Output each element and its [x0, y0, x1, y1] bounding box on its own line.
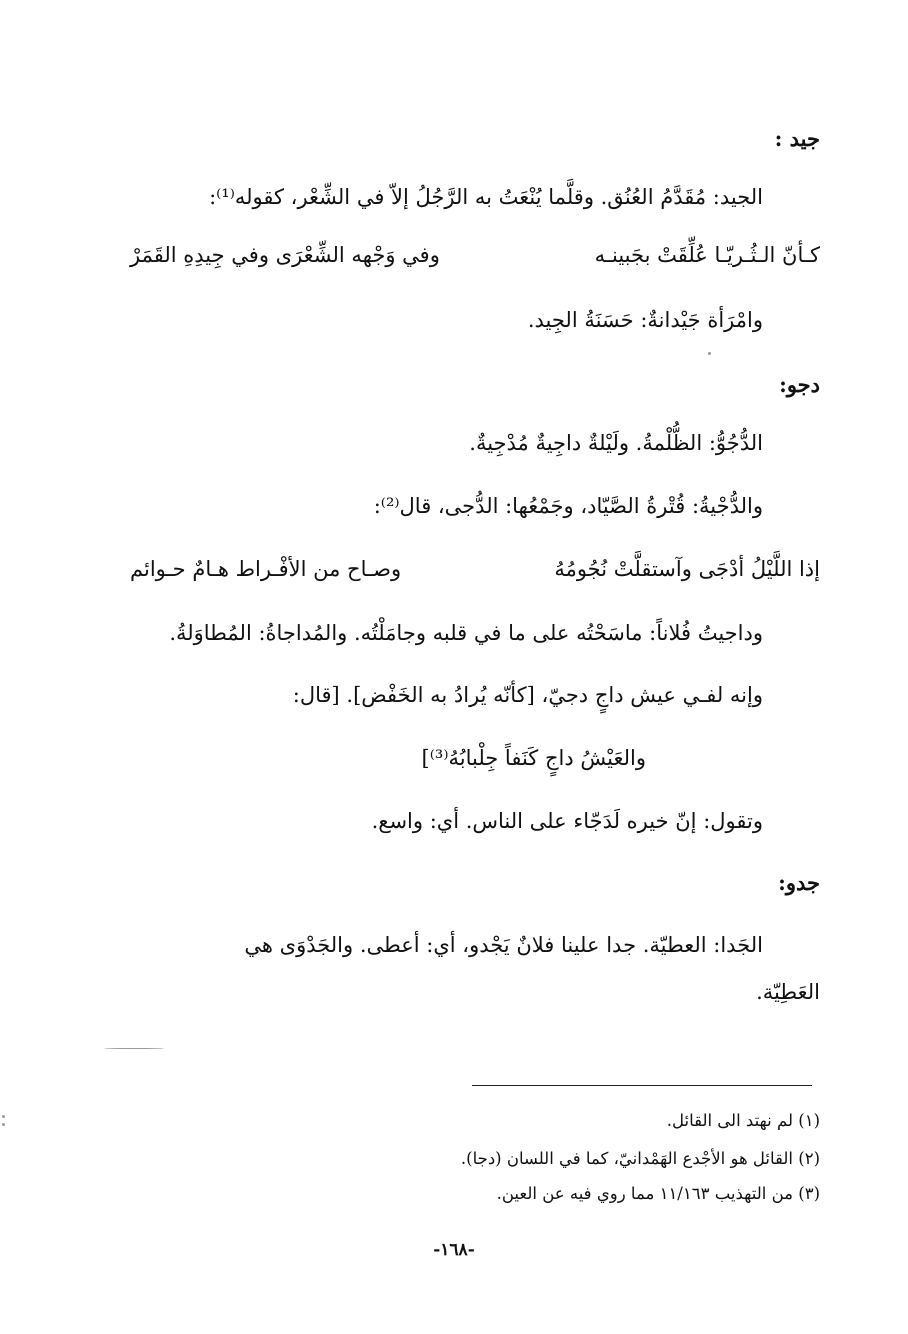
- verse-hemistich-second: وصـاح من الأفْـراط هـامٌ حـوائم: [130, 557, 402, 581]
- definition-line: الجيد: مُقَدَّمُ العُنُق. وقلَّما يُنْعَتُ به الرَّجُلُ إلاّ في الشِّعْر، كقوله⁽¹⁾:: [209, 185, 763, 209]
- footnote-1: (١) لم نهتد الى القائل.: [666, 1111, 820, 1130]
- definition-line: وإنه لفـي عيش داجٍ دجيّ، [كأنّه يُرادُ به الخَفْض]. [قال:: [292, 683, 763, 707]
- verse-hemistich-first: إذا اللَّيْلُ أدْجَى وآستقلَّتْ نُجُومُهُ: [554, 557, 820, 581]
- verse-hemistich-second: وفي وَجْهه الشِّعْرَى وفي جِيدِهِ القَمَرْ: [130, 243, 440, 267]
- definition-line: الجَدا: العطيّة. جدا علينا فلانٌ يَجْدو، أي: أعطى. والجَدْوَى هي: [244, 933, 763, 957]
- entry-heading-jadw: جدو:: [778, 870, 820, 895]
- verse-hemistich-first: كـأنّ الـثُـريّـا عُلِّقَتْ بجَبينـه: [594, 243, 820, 267]
- footnote-2: (٢) القائل هو الأجْدع الهَمْدانيّ، كما في اللسان (دجا).: [460, 1149, 820, 1168]
- definition-line: العَطِيّة.: [756, 980, 820, 1004]
- page-number: -١٦٨-: [433, 1240, 475, 1260]
- poetry-fragment: والعَيْشُ داجٍ كَنَفاً جِلْبابُهُ⁽³⁾]: [421, 746, 646, 770]
- entry-heading-jayyid: جيد :: [774, 126, 820, 151]
- scan-noise: [2, 1123, 5, 1126]
- definition-line: وتقول: إنّ خيره لَدَجّاء على الناس. أي: واسع.: [371, 809, 763, 833]
- footnote-3: (٣) من التهذيب ١١/١٦٣ مما روي فيه عن العين.: [496, 1184, 820, 1203]
- definition-line: والدُّجْيةُ: قُتْرةُ الصَّيّاد، وجَمْعُها: الدُّجى، قال⁽²⁾:: [373, 494, 763, 518]
- definition-line: وامْرَأة جَيْدانةٌ: حَسَنَةُ الجِيد.: [527, 308, 763, 332]
- entry-heading-dajw: دجو:: [779, 372, 820, 397]
- scan-noise: [104, 1048, 164, 1049]
- footnote-separator: [472, 1085, 812, 1086]
- definition-line: وداجيتُ فُلاناً: ماسَحْتُه على ما في قلبه وجامَلْتُه. والمُداجاةُ: المُطاوَلةُ.: [169, 621, 763, 645]
- scan-noise: [708, 352, 711, 355]
- scan-noise: [2, 1115, 5, 1118]
- definition-line: الدُّجُوُّ: الظُّلْمةُ. ولَيْلةٌ داجِيةٌ مُدْجِيةٌ.: [469, 431, 763, 455]
